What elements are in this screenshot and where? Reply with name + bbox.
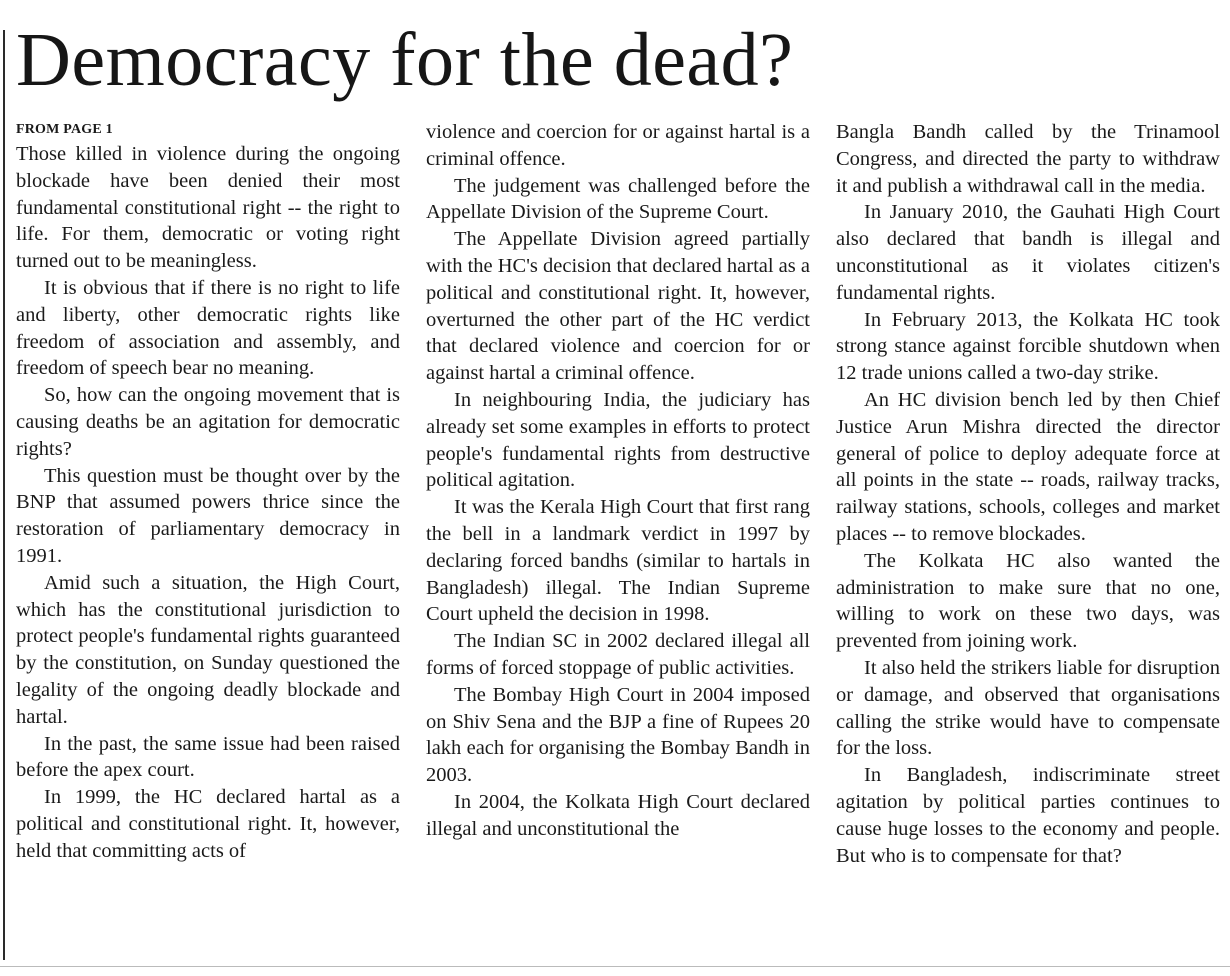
paragraph: The Appellate Division agreed partially with the HC's decision that declared hartal as a political and constitutional right. It, however, overturned the other part of the HC verdict that declared violence and coercion for or against hartal a criminal offence.: [426, 228, 810, 385]
paragraph: Those killed in violence during the ongoing blockade have been denied their most fundamental constitutional right -- the right to life. For them, democratic or voting right turned out to be meaningless.: [16, 143, 400, 273]
paragraph: It also held the strikers liable for disruption or damage, and observed that organisations calling the strike would have to compensate for the loss.: [836, 656, 1220, 760]
paragraph: In 1999, the HC declared hartal as a political and constitutional right. It, however, held that committing acts of: [16, 786, 400, 862]
paragraph: The Indian SC in 2002 declared illegal all forms of forced stoppage of public activities.: [426, 630, 810, 679]
paragraph: violence and coercion for or against hartal is a criminal offence.: [426, 121, 810, 170]
paragraph: The Bombay High Court in 2004 imposed on Shiv Sena and the BJP a fine of Rupees 20 lakh each for organising the Bombay Bandh in 2003.: [426, 683, 810, 787]
paragraph: It was the Kerala High Court that first rang the bell in a landmark verdict in 1997 by declaring forced bandhs (similar to hartals in Bangladesh) illegal. The Indian Supreme Court upheld the decision in 1998.: [426, 496, 810, 626]
paragraph: In February 2013, the Kolkata HC took strong stance against forcible shutdown when 12 trade unions called a two-day strike.: [836, 308, 1220, 385]
paragraph: So, how can the ongoing movement that is causing deaths be an agitation for democratic rights?: [16, 384, 400, 460]
paragraph: Bangla Bandh called by the Trinamool Congress, and directed the party to withdraw it and publish a withdrawal call in the media.: [836, 121, 1220, 197]
article-column-3: [836, 119, 1220, 869]
paragraph: In Bangladesh, indiscriminate street agitation by political parties continues to cause huge losses to the economy and people. But who is to compensate for that?: [836, 764, 1220, 867]
left-column-rule: [3, 30, 5, 960]
article-column-2: [426, 119, 810, 843]
paragraph: Amid such a situation, the High Court, which has the constitutional jurisdiction to protect people's fundamental rights guaranteed by the constitution, on Sunday questioned the legality of the ongoing deadly blockade and hartal.: [16, 571, 400, 728]
headline: Democracy for the dead?: [16, 18, 794, 102]
article-column-1: [16, 119, 400, 865]
paragraph: In 2004, the Kolkata High Court declared illegal and unconstitutional the: [426, 790, 810, 840]
paragraph: It is obvious that if there is no right to life and liberty, other democratic rights like freedom of association and assembly, and freedom of speech bear no meaning.: [16, 276, 400, 380]
paragraph: The judgement was challenged before the Appellate Division of the Supreme Court.: [426, 174, 810, 224]
paragraph: This question must be thought over by the BNP that assumed powers thrice since the restoration of parliamentary democracy in 1991.: [16, 464, 400, 567]
paragraph: The Kolkata HC also wanted the administration to make sure that no one, willing to work on these two days, was prevented from joining work.: [836, 549, 1220, 653]
paragraph: In neighbouring India, the judiciary has already set some examples in efforts to protect people's fundamental rights from destructive political agitation.: [426, 388, 810, 492]
paragraph: An HC division bench led by then Chief Justice Arun Mishra directed the director general of police to deploy adequate force at all points in the state -- roads, railway tracks, railway stations, schools, colleges and market places -- to remove blockades.: [836, 388, 1220, 545]
paragraph: In the past, the same issue had been raised before the apex court.: [16, 732, 400, 782]
bottom-edge-rule: [0, 966, 1230, 967]
continuation-kicker: FROM PAGE 1: [16, 122, 113, 137]
paragraph: In January 2010, the Gauhati High Court also declared that bandh is illegal and unconstitutional as it violates citizen's fundamental rights.: [836, 201, 1220, 304]
